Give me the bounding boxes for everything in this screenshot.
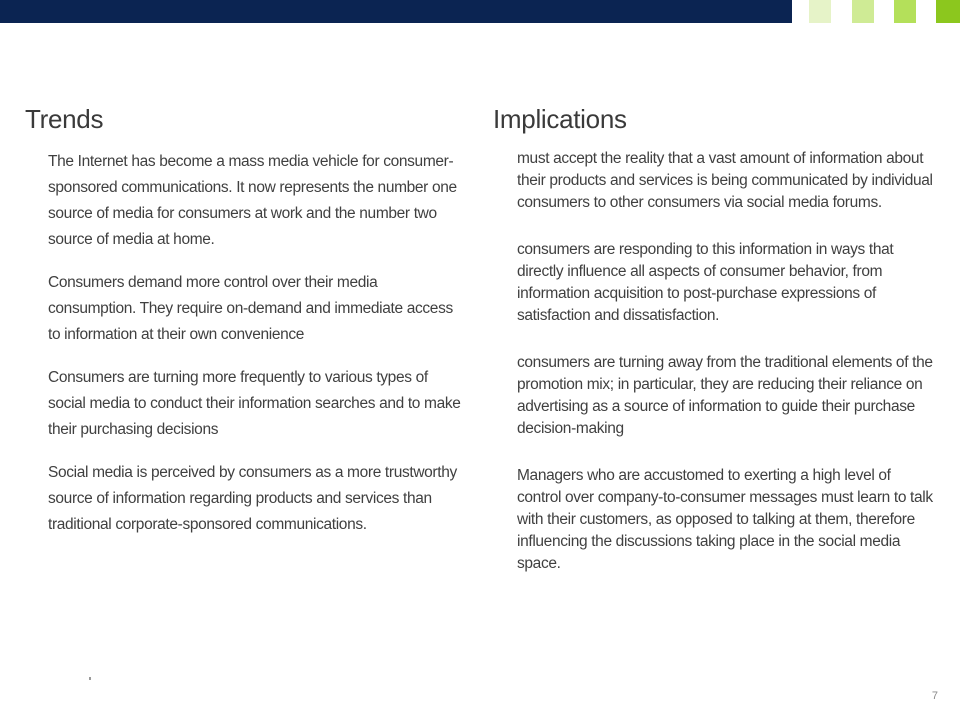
accent-square-2 <box>852 0 874 23</box>
page-number: 7 <box>931 690 938 702</box>
accent-square-1 <box>809 0 831 23</box>
accent-square-4 <box>936 0 960 23</box>
trends-heading: Trends <box>25 104 104 134</box>
trends-paragraph: The Internet has become a mass media vehicle for consumer-sponsored communications. It now represents the number one source of media for consumers at work and the number two source of media at home. <box>48 153 457 248</box>
top-banner-bar <box>0 0 792 23</box>
trends-paragraph: Consumers demand more control over their media consumption. They require on-demand and immediate access to information at their own convenience <box>48 274 453 343</box>
implications-paragraph: Managers who are accustomed to exerting a high level of control over company-to-consumer messages must learn to talk with their customers, as opposed to talking at them, therefore influencing the discussions taking place in the social media space. <box>517 467 933 572</box>
trends-paragraph: Consumers are turning more frequently to various types of social media to conduct their information searches and to make their purchasing decisions <box>48 369 461 438</box>
footer-tick-mark <box>89 677 91 680</box>
implications-paragraph: consumers are responding to this information in ways that directly influence all aspects of consumer behavior, from information acquisition to post-purchase expressions of satisfaction and dissatisfaction. <box>517 241 894 324</box>
trends-column <box>48 149 463 555</box>
trends-paragraph: Social media is perceived by consumers as a more trustworthy source of information regarding products and services than traditional corporate-sponsored communications. <box>48 464 457 533</box>
implications-paragraph: consumers are turning away from the traditional elements of the promotion mix; in particular, they are reducing their reliance on advertising as a source of information to guide their purchase decision-making <box>517 354 933 437</box>
implications-column <box>517 148 937 600</box>
accent-square-3 <box>894 0 916 23</box>
implications-paragraph: must accept the reality that a vast amount of information about their products and services is being communicated by individual consumers to other consumers via social media forums. <box>517 150 933 211</box>
implications-heading: Implications <box>493 104 627 134</box>
